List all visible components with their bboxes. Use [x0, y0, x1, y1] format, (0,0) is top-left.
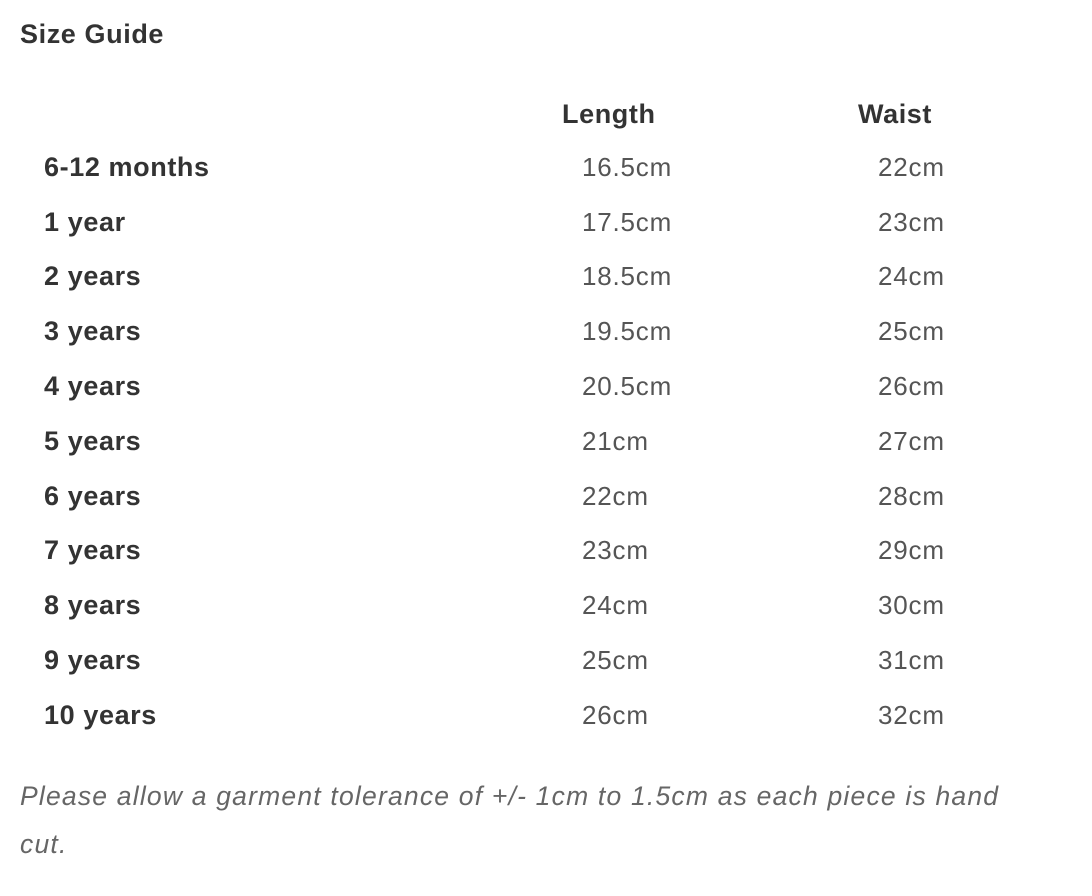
waist-cell: 25cm: [878, 316, 945, 347]
length-cell: 22cm: [582, 480, 649, 511]
waist-cell: 24cm: [878, 261, 945, 292]
size-cell: 10 years: [44, 699, 157, 730]
table-row: [32, 469, 1058, 524]
waist-cell: 23cm: [878, 206, 945, 237]
size-guide-table: [32, 88, 1058, 743]
waist-cell: 31cm: [878, 645, 945, 676]
size-cell: 8 years: [44, 590, 142, 621]
length-cell: 16.5cm: [582, 151, 673, 182]
waist-cell: 27cm: [878, 425, 945, 456]
length-cell: 26cm: [582, 699, 649, 730]
waist-column-header: Waist: [858, 98, 933, 129]
table-row: [32, 414, 1058, 469]
table-row: [32, 524, 1058, 579]
tolerance-note: Please allow a garment tolerance of +/- 1cm to 1.5cm as each piece is hand cut.: [20, 781, 1000, 859]
length-cell: 17.5cm: [582, 206, 673, 237]
size-cell: 9 years: [44, 645, 142, 676]
table-header: [32, 88, 1058, 140]
length-cell: 20.5cm: [582, 371, 673, 402]
size-column-header: [32, 88, 562, 140]
waist-cell: 26cm: [878, 371, 945, 402]
table-row: [32, 578, 1058, 633]
header-row: [32, 88, 1058, 140]
table-row: [32, 304, 1058, 359]
size-cell: 4 years: [44, 371, 142, 402]
length-cell: 24cm: [582, 590, 649, 621]
waist-cell: 22cm: [878, 151, 945, 182]
size-cell: 6 years: [44, 480, 142, 511]
table-row: [32, 140, 1058, 195]
length-cell: 23cm: [582, 535, 649, 566]
table-row: [32, 195, 1058, 250]
size-cell: 2 years: [44, 261, 142, 292]
size-cell: 3 years: [44, 316, 142, 347]
length-column-header: Length: [562, 98, 656, 129]
waist-cell: 29cm: [878, 535, 945, 566]
size-cell: 7 years: [44, 535, 142, 566]
waist-cell: 32cm: [878, 699, 945, 730]
length-cell: 19.5cm: [582, 316, 673, 347]
table-row: [32, 633, 1058, 688]
table-body: [32, 140, 1058, 743]
size-cell: 5 years: [44, 425, 142, 456]
waist-cell: 28cm: [878, 480, 945, 511]
size-cell: 1 year: [44, 206, 126, 237]
table-row: [32, 250, 1058, 305]
size-cell: 6-12 months: [44, 151, 210, 182]
page-title: Size Guide: [20, 19, 165, 49]
table-row: [32, 688, 1058, 743]
length-cell: 18.5cm: [582, 261, 673, 292]
length-cell: 21cm: [582, 425, 649, 456]
table-row: [32, 359, 1058, 414]
length-cell: 25cm: [582, 645, 649, 676]
waist-cell: 30cm: [878, 590, 945, 621]
